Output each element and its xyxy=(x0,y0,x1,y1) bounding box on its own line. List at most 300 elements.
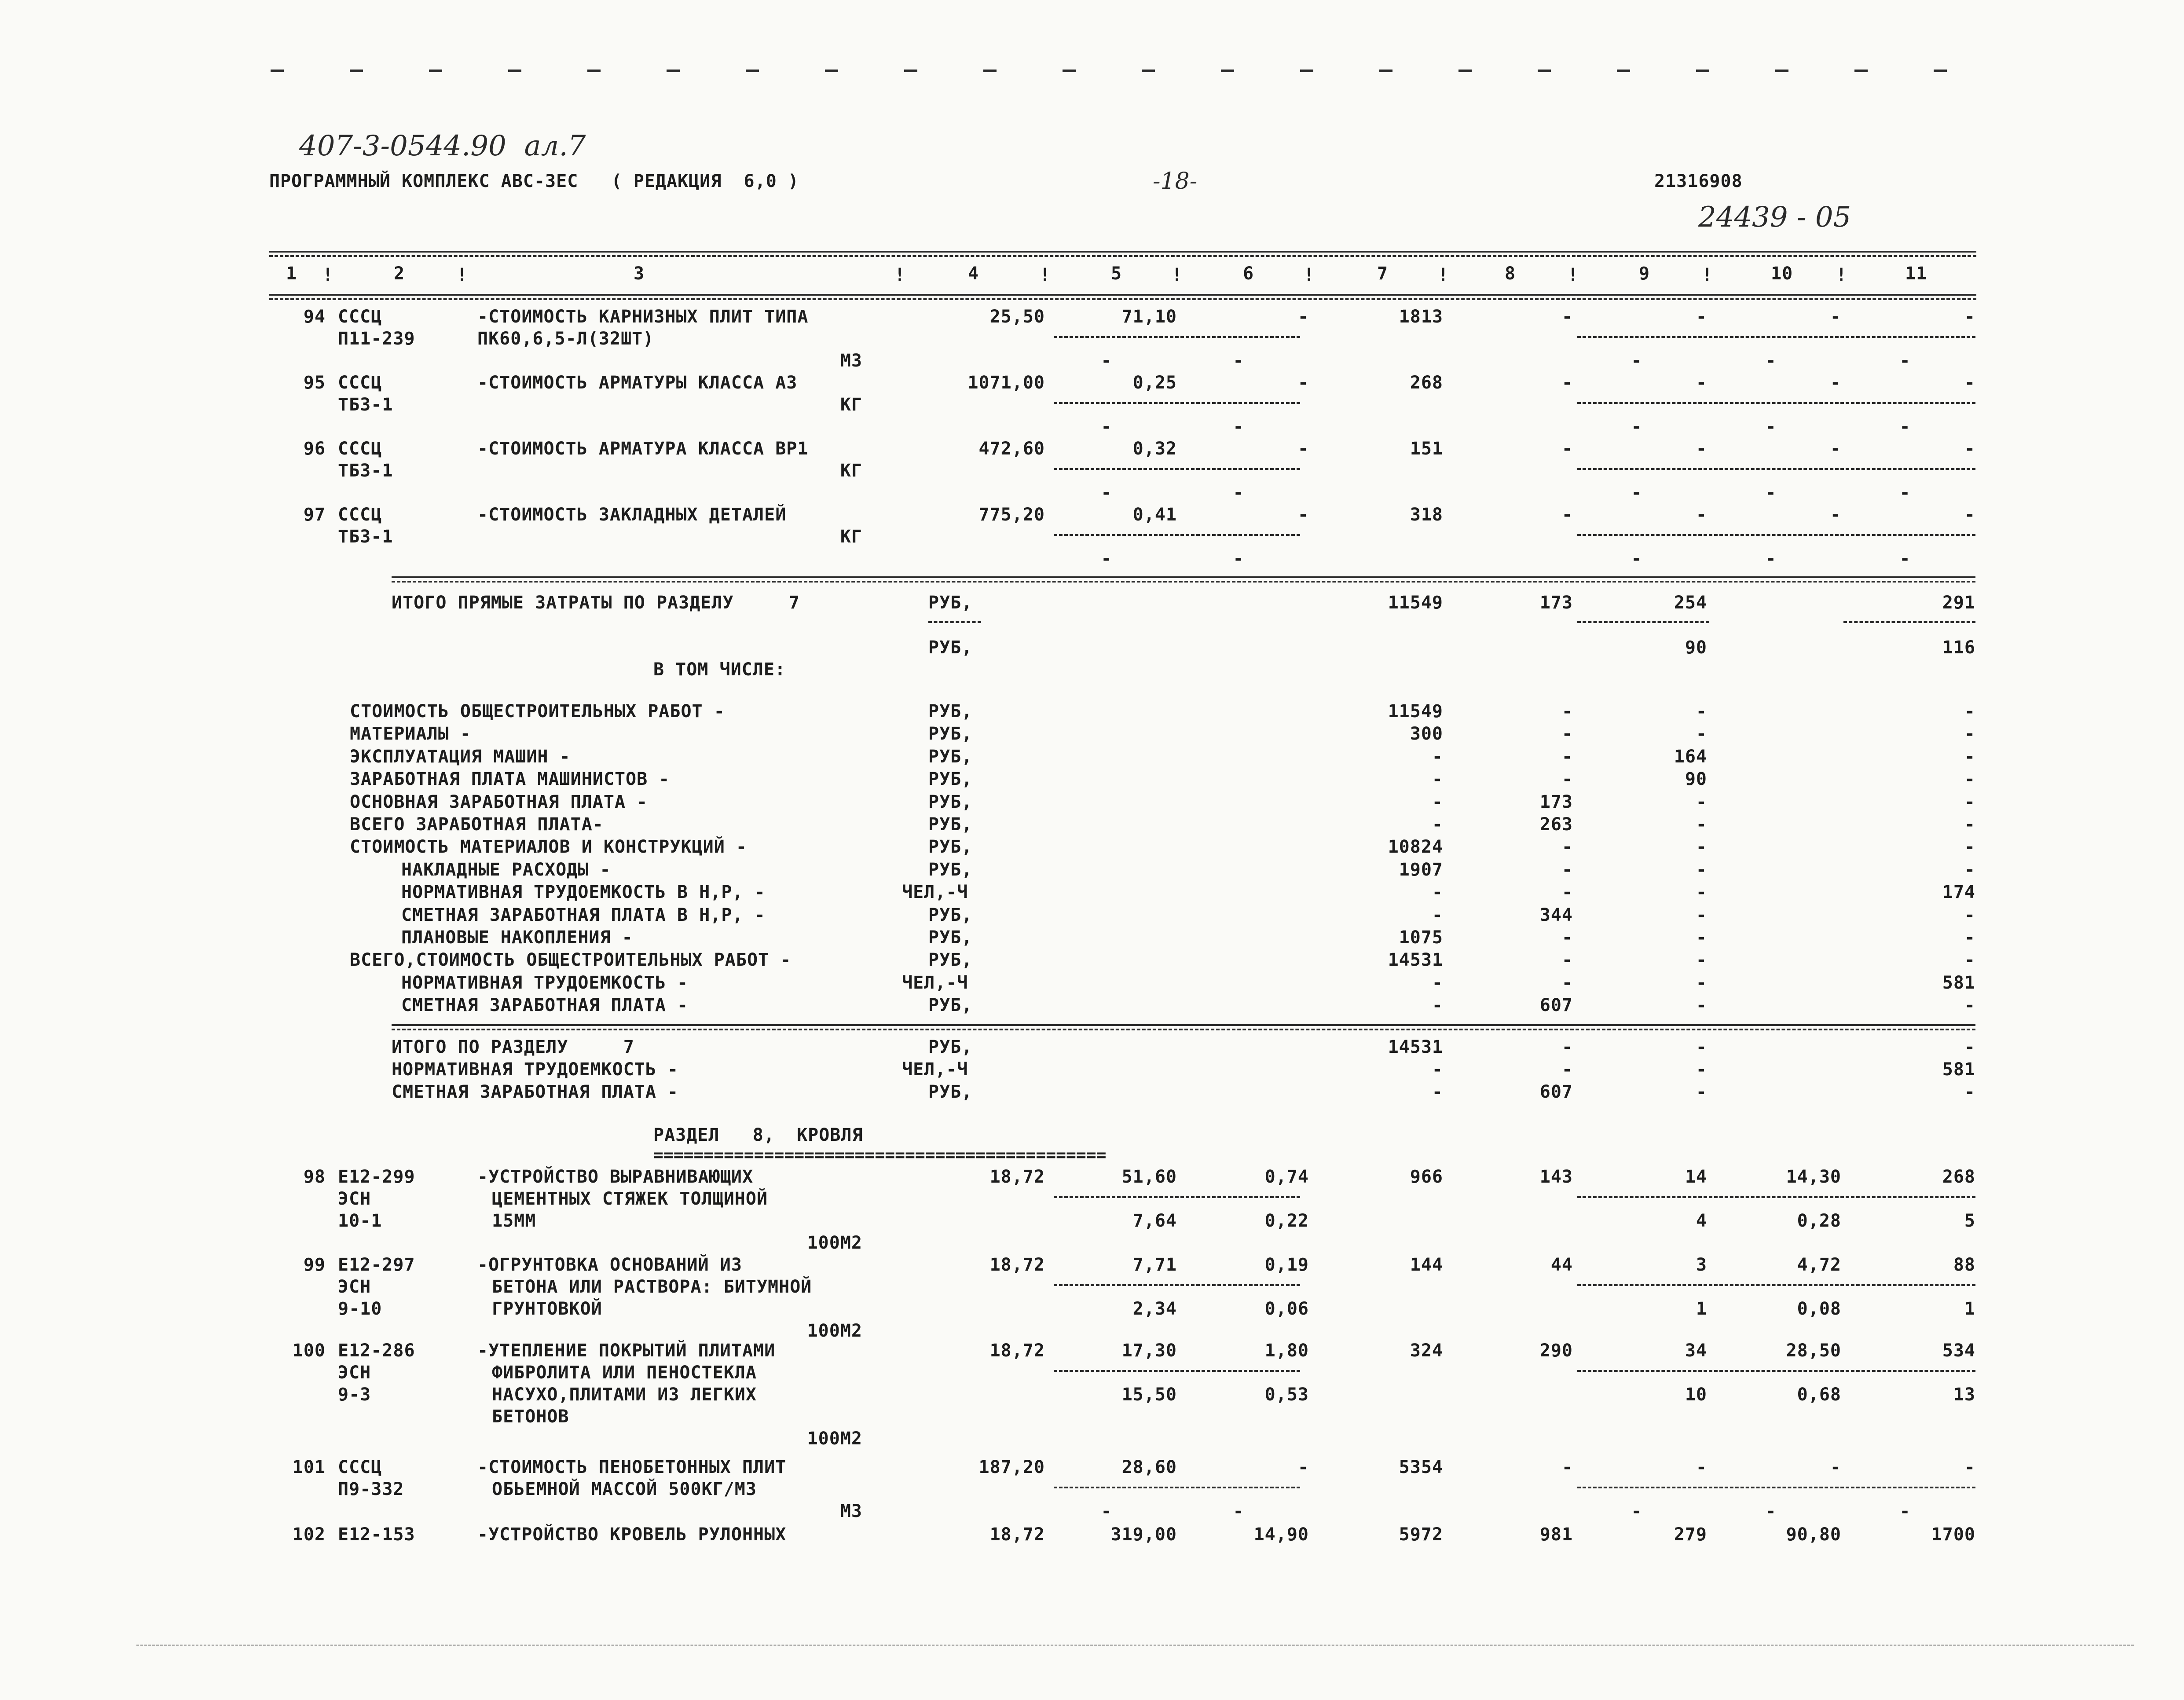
norm-code: ТБ3-1 xyxy=(338,395,393,415)
col-8-value: - xyxy=(1561,1457,1573,1477)
col-4-value: 18,72 xyxy=(989,1341,1045,1361)
col-9-value: - xyxy=(1696,1082,1707,1102)
col-6-value: 1,80 xyxy=(1264,1341,1309,1361)
unit: РУБ, xyxy=(928,769,973,789)
work-description: -УСТРОЙСТВО ВЫРАВНИВАЮЩИХ xyxy=(477,1167,754,1187)
col-10-value: 90,80 xyxy=(1786,1524,1841,1545)
unit: РУБ, xyxy=(928,638,973,658)
norm-code: 9-10 xyxy=(338,1299,382,1319)
col-7-value: - xyxy=(1432,882,1443,902)
col-9-value: - xyxy=(1696,950,1707,970)
col-11-value: 1700 xyxy=(1931,1524,1975,1545)
work-description: БЕТОНА ИЛИ РАСТВОРА: БИТУМНОЙ xyxy=(492,1277,812,1297)
col-11-value: - xyxy=(1964,701,1975,722)
unit: КГ xyxy=(840,527,862,547)
work-description: НАСУХО,ПЛИТАМИ ИЗ ЛЕГКИХ xyxy=(492,1385,757,1405)
col-9-value: 90 xyxy=(1685,769,1707,789)
col-4-value: 18,72 xyxy=(989,1524,1045,1545)
col-7-value: 5354 xyxy=(1399,1457,1443,1477)
unit: РУБ, xyxy=(928,860,973,880)
norm-code: Е12-286 xyxy=(338,1341,415,1361)
column-separator: ! xyxy=(1836,265,1847,285)
col-11-value: - xyxy=(1964,837,1975,857)
col-9-value: 34 xyxy=(1685,1341,1707,1361)
value-rule xyxy=(1577,534,1975,536)
col-9-value: - xyxy=(1696,837,1707,857)
col-6-value: 0,19 xyxy=(1264,1255,1309,1275)
col-9-sub-value: - xyxy=(1631,417,1642,437)
unit: РУБ, xyxy=(928,814,973,835)
perforation-tick xyxy=(429,70,442,72)
header-top-rule-2 xyxy=(269,255,1976,257)
norm-code: Е12-153 xyxy=(338,1524,415,1545)
col-7-value: 1075 xyxy=(1399,927,1443,948)
col-11-sub-value: 5 xyxy=(1964,1211,1975,1231)
norm-code: Е12-297 xyxy=(338,1255,415,1275)
col-7-value: - xyxy=(1432,1059,1443,1080)
breakdown-label: ПЛАНОВЫЕ НАКОПЛЕНИЯ - xyxy=(401,927,633,948)
col-4-value: 472,60 xyxy=(978,439,1045,459)
column-header: 9 xyxy=(1639,264,1650,284)
col-11-value: - xyxy=(1964,995,1975,1015)
header-top-rule xyxy=(269,251,1976,253)
col-7-value: - xyxy=(1432,747,1443,767)
perforation-tick xyxy=(1458,70,1472,72)
col-11-value: 581 xyxy=(1942,1059,1975,1080)
col-8-value: - xyxy=(1561,1037,1573,1057)
unit: РУБ, xyxy=(928,950,973,970)
col-7-value: - xyxy=(1432,769,1443,789)
handwritten-page-mark: -18- xyxy=(1153,168,1198,194)
section-total-label: НОРМАТИВНАЯ ТРУДОЕМКОСТЬ - xyxy=(392,1059,679,1080)
col-11-sub-value: - xyxy=(1899,417,1911,437)
col-7-value: 966 xyxy=(1410,1167,1443,1187)
document-code: 21316908 xyxy=(1654,171,1743,191)
col-10-sub-value: 0,68 xyxy=(1797,1385,1841,1405)
unit: ЧЕЛ,-Ч xyxy=(902,882,968,902)
col-8-value: 143 xyxy=(1539,1167,1573,1187)
value-rule xyxy=(1577,1196,1975,1198)
col-10-sub-value: - xyxy=(1765,549,1777,569)
col-8-value: 263 xyxy=(1539,814,1573,835)
perforation-tick xyxy=(1538,70,1551,72)
unit: РУБ, xyxy=(928,1082,973,1102)
work-description: -СТОИМОСТЬ ПЕНОБЕТОННЫХ ПЛИТ xyxy=(477,1457,787,1477)
col-7-value: 11549 xyxy=(1388,701,1443,722)
perforation-tick xyxy=(983,70,997,72)
unit: КГ xyxy=(840,461,862,481)
col-11-value: 268 xyxy=(1942,1167,1975,1187)
column-separator: ! xyxy=(1438,265,1449,285)
unit: РУБ, xyxy=(928,747,973,767)
col-4-value: 18,72 xyxy=(989,1255,1045,1275)
col-11-sub-value: - xyxy=(1899,549,1911,569)
col-9-value: - xyxy=(1696,439,1707,459)
value-rule xyxy=(1843,621,1975,623)
page-bottom-edge xyxy=(136,1645,2134,1646)
col-9-value: - xyxy=(1696,1037,1707,1057)
col-10-value: - xyxy=(1830,505,1841,525)
row-number: 95 xyxy=(303,373,326,393)
perforation-tick xyxy=(1934,70,1947,72)
breakdown-label: НОРМАТИВНАЯ ТРУДОЕМКОСТЬ - xyxy=(401,973,689,993)
col-5-value: 28,60 xyxy=(1121,1457,1177,1477)
value-rule xyxy=(1577,621,1709,623)
col-9-sub-value: - xyxy=(1631,1501,1642,1521)
perforation-tick xyxy=(1142,70,1155,72)
col-8-value: - xyxy=(1561,1059,1573,1080)
norm-code: ЭСН xyxy=(338,1189,371,1209)
norm-code: ЭСН xyxy=(338,1363,371,1383)
value-rule xyxy=(1577,336,1975,338)
col-8-value: - xyxy=(1561,439,1573,459)
col-11-value: - xyxy=(1964,724,1975,744)
col-5-sub-value: - xyxy=(1101,549,1112,569)
col-8-value: - xyxy=(1561,950,1573,970)
col-7-value: 10824 xyxy=(1388,837,1443,857)
col-6-value: - xyxy=(1297,1457,1309,1477)
col-5-value: 0,41 xyxy=(1132,505,1177,525)
work-description: ЦЕМЕНТНЫХ СТЯЖЕК ТОЛЩИНОЙ xyxy=(492,1189,768,1209)
col-8-value: - xyxy=(1561,882,1573,902)
row-number: 99 xyxy=(303,1255,326,1275)
value-rule xyxy=(1054,402,1300,404)
including-label: В ТОМ ЧИСЛЕ: xyxy=(653,659,786,680)
norm-code: СССЦ xyxy=(338,373,382,393)
work-description: 15ММ xyxy=(492,1211,536,1231)
norm-code: П11-239 xyxy=(338,329,415,349)
col-7-value: 151 xyxy=(1410,439,1443,459)
col-8-value: - xyxy=(1561,307,1573,327)
col-10-sub-value: - xyxy=(1765,1501,1777,1521)
col-9-value: - xyxy=(1696,905,1707,925)
col-6-value: - xyxy=(1297,307,1309,327)
col-6-sub-value: - xyxy=(1233,351,1244,371)
norm-code: СССЦ xyxy=(338,1457,382,1477)
col-7-value: 5972 xyxy=(1399,1524,1443,1545)
column-header: 8 xyxy=(1505,264,1516,284)
column-header: 2 xyxy=(394,264,405,284)
value-rule xyxy=(1054,336,1300,338)
perforation-tick xyxy=(1379,70,1392,72)
breakdown-label: ОСНОВНАЯ ЗАРАБОТНАЯ ПЛАТА - xyxy=(350,792,648,812)
col-11-value: - xyxy=(1964,1037,1975,1057)
col-8-value: - xyxy=(1561,747,1573,767)
col-9-value: - xyxy=(1696,995,1707,1015)
perforation-tick xyxy=(825,70,838,72)
unit: ЧЕЛ,-Ч xyxy=(902,973,968,993)
col-4-value: 25,50 xyxy=(989,307,1045,327)
col-8-value: 173 xyxy=(1539,792,1573,812)
col-5-value: 319,00 xyxy=(1110,1524,1177,1545)
col-10-value: - xyxy=(1830,307,1841,327)
breakdown-label: ВСЕГО ЗАРАБОТНАЯ ПЛАТА- xyxy=(350,814,604,835)
col-11-sub-value: - xyxy=(1899,351,1911,371)
col-11-value: - xyxy=(1964,505,1975,525)
column-header: 10 xyxy=(1771,264,1793,284)
col-6-value: 14,90 xyxy=(1253,1524,1309,1545)
unit: М3 xyxy=(840,1501,862,1521)
col-9-sub-value: - xyxy=(1631,549,1642,569)
breakdown-label: ВСЕГО,СТОИМОСТЬ ОБЩЕСТРОИТЕЛЬНЫХ РАБОТ - xyxy=(350,950,792,970)
col-8-value: 290 xyxy=(1539,1341,1573,1361)
col-5-value: 0,25 xyxy=(1132,373,1177,393)
col-10-sub-value: 0,08 xyxy=(1797,1299,1841,1319)
col-9-value: 90 xyxy=(1685,638,1707,658)
col-9-value: - xyxy=(1696,373,1707,393)
perforation-tick xyxy=(271,70,284,72)
col-7-value: - xyxy=(1432,814,1443,835)
col-8-value: 981 xyxy=(1539,1524,1573,1545)
col-5-sub-value: 7,64 xyxy=(1132,1211,1177,1231)
col-10-sub-value: - xyxy=(1765,417,1777,437)
col-4-value: 187,20 xyxy=(978,1457,1045,1477)
work-description: БЕТОНОВ xyxy=(492,1407,569,1427)
col-9-value: - xyxy=(1696,701,1707,722)
section-total-label: ИТОГО ПО РАЗДЕЛУ 7 xyxy=(392,1037,634,1057)
total-rule-2 xyxy=(392,581,1975,583)
col-6-sub-value: 0,06 xyxy=(1264,1299,1309,1319)
col-7-value: 318 xyxy=(1410,505,1443,525)
column-separator: ! xyxy=(322,265,334,285)
unit: РУБ, xyxy=(928,1037,973,1057)
perforation-tick xyxy=(1854,70,1868,72)
col-9-value: - xyxy=(1696,792,1707,812)
perforation-tick xyxy=(904,70,917,72)
norm-code: ЭСН xyxy=(338,1277,371,1297)
row-number: 97 xyxy=(303,505,326,525)
unit: РУБ, xyxy=(928,837,973,857)
unit: РУБ, xyxy=(928,724,973,744)
col-5-value: 0,32 xyxy=(1132,439,1177,459)
section-total-label: СМЕТНАЯ ЗАРАБОТНАЯ ПЛАТА - xyxy=(392,1082,679,1102)
perforation-tick xyxy=(1617,70,1630,72)
handwritten-doc-number: 24439 - 05 xyxy=(1698,201,1851,234)
norm-code: 9-3 xyxy=(338,1385,371,1405)
norm-code: СССЦ xyxy=(338,505,382,525)
col-11-value: - xyxy=(1964,792,1975,812)
col-9-sub-value: 10 xyxy=(1685,1385,1707,1405)
col-7-value: 268 xyxy=(1410,373,1443,393)
col-9-value: 279 xyxy=(1674,1524,1707,1545)
handwritten-doc-code: 407-3-0544.90 ал.7 xyxy=(299,130,586,162)
col-9-value: - xyxy=(1696,1059,1707,1080)
work-description: -СТОИМОСТЬ АРМАТУРЫ КЛАССА А3 xyxy=(477,373,798,393)
col-10-value: - xyxy=(1830,373,1841,393)
column-separator: ! xyxy=(1040,265,1051,285)
col-8-value: - xyxy=(1561,373,1573,393)
column-separator: ! xyxy=(1304,265,1315,285)
column-separator: ! xyxy=(1568,265,1579,285)
col-11-value: - xyxy=(1964,373,1975,393)
col-4-value: 775,20 xyxy=(978,505,1045,525)
col-7-value: 11549 xyxy=(1388,593,1443,613)
col-9-value: - xyxy=(1696,927,1707,948)
unit: ЧЕЛ,-Ч xyxy=(902,1059,968,1080)
col-11-value: 291 xyxy=(1942,593,1975,613)
col-7-value: - xyxy=(1432,792,1443,812)
column-header: 6 xyxy=(1243,264,1254,284)
col-11-value: 174 xyxy=(1942,882,1975,902)
perforation-tick xyxy=(587,70,601,72)
col-5-sub-value: - xyxy=(1101,1501,1112,1521)
col-5-sub-value: 2,34 xyxy=(1132,1299,1177,1319)
col-7-value: 300 xyxy=(1410,724,1443,744)
column-separator: ! xyxy=(1702,265,1713,285)
perforation-tick xyxy=(1775,70,1788,72)
col-11-value: - xyxy=(1964,927,1975,948)
col-7-value: 14531 xyxy=(1388,950,1443,970)
col-8-value: - xyxy=(1561,724,1573,744)
col-10-sub-value: - xyxy=(1765,351,1777,371)
col-9-value: - xyxy=(1696,882,1707,902)
col-6-sub-value: - xyxy=(1233,1501,1244,1521)
work-description: ПК60,6,5-Л(32ШТ) xyxy=(477,329,654,349)
perforation-tick xyxy=(667,70,680,72)
value-rule xyxy=(1577,1487,1975,1488)
breakdown-label: ЗАРАБОТНАЯ ПЛАТА МАШИНИСТОВ - xyxy=(350,769,670,789)
col-9-value: 164 xyxy=(1674,747,1707,767)
value-rule xyxy=(1577,468,1975,470)
value-rule xyxy=(1054,1487,1300,1488)
col-9-value: - xyxy=(1696,973,1707,993)
norm-code: 10-1 xyxy=(338,1211,382,1231)
value-rule xyxy=(1054,1370,1300,1372)
work-description: ГРУНТОВКОЙ xyxy=(492,1299,602,1319)
column-header: 7 xyxy=(1377,264,1389,284)
col-11-sub-value: - xyxy=(1899,1501,1911,1521)
column-separator: ! xyxy=(894,265,906,285)
norm-code: ТБ3-1 xyxy=(338,461,393,481)
value-rule xyxy=(1577,402,1975,404)
col-11-value: - xyxy=(1964,747,1975,767)
col-8-value: 607 xyxy=(1539,995,1573,1015)
col-9-value: 254 xyxy=(1674,593,1707,613)
value-rule xyxy=(1054,534,1300,536)
perforation-tick xyxy=(1300,70,1313,72)
col-5-value: 17,30 xyxy=(1121,1341,1177,1361)
col-8-value: - xyxy=(1561,837,1573,857)
col-11-sub-value: - xyxy=(1899,483,1911,503)
col-8-value: 607 xyxy=(1539,1082,1573,1102)
column-header: 5 xyxy=(1111,264,1122,284)
section-title: РАЗДЕЛ 8, КРОВЛЯ xyxy=(653,1125,863,1145)
norm-code: СССЦ xyxy=(338,307,382,327)
col-8-value: 44 xyxy=(1550,1255,1573,1275)
norm-code: СССЦ xyxy=(338,439,382,459)
col-11-value: - xyxy=(1964,769,1975,789)
col-11-value: 534 xyxy=(1942,1341,1975,1361)
col-9-value: - xyxy=(1696,724,1707,744)
norm-code: Е12-299 xyxy=(338,1167,415,1187)
col-10-sub-value: 0,28 xyxy=(1797,1211,1841,1231)
col-6-sub-value: - xyxy=(1233,549,1244,569)
col-7-value: 1813 xyxy=(1399,307,1443,327)
column-header: 1 xyxy=(286,264,297,284)
col-9-sub-value: - xyxy=(1631,483,1642,503)
col-11-value: - xyxy=(1964,1457,1975,1477)
perforation-tick xyxy=(508,70,521,72)
column-header: 3 xyxy=(634,264,645,284)
unit: 100М2 xyxy=(807,1233,862,1253)
perforation-tick xyxy=(1063,70,1076,72)
col-8-value: - xyxy=(1561,769,1573,789)
value-rule xyxy=(1054,1196,1300,1198)
col-11-value: - xyxy=(1964,814,1975,835)
breakdown-label: ЭКСПЛУАТАЦИЯ МАШИН - xyxy=(350,747,571,767)
col-5-value: 7,71 xyxy=(1132,1255,1177,1275)
col-11-value: - xyxy=(1964,905,1975,925)
col-7-value: - xyxy=(1432,973,1443,993)
col-5-sub-value: - xyxy=(1101,483,1112,503)
col-8-value: - xyxy=(1561,973,1573,993)
value-rule xyxy=(1054,1284,1300,1286)
col-8-value: - xyxy=(1561,505,1573,525)
perforation-tick xyxy=(746,70,759,72)
perforation-tick xyxy=(1221,70,1234,72)
col-10-value: 28,50 xyxy=(1786,1341,1841,1361)
row-number: 102 xyxy=(292,1524,326,1545)
column-separator: ! xyxy=(457,265,468,285)
direct-costs-total-label: ИТОГО ПРЯМЫЕ ЗАТРАТЫ ПО РАЗДЕЛУ 7 xyxy=(392,593,800,613)
col-6-sub-value: - xyxy=(1233,483,1244,503)
value-rule xyxy=(1054,468,1300,470)
section-total-rule-2 xyxy=(392,1029,1975,1030)
col-9-value: - xyxy=(1696,814,1707,835)
col-6-sub-value: - xyxy=(1233,417,1244,437)
value-rule xyxy=(1577,1370,1975,1372)
col-6-value: 0,74 xyxy=(1264,1167,1309,1187)
work-description: ОБЬЕМНОЙ МАССОЙ 500КГ/М3 xyxy=(492,1479,757,1499)
breakdown-label: НОРМАТИВНАЯ ТРУДОЕМКОСТЬ В Н,Р, - xyxy=(401,882,766,902)
col-8-value: - xyxy=(1561,701,1573,722)
col-11-value: - xyxy=(1964,439,1975,459)
col-8-value: 344 xyxy=(1539,905,1573,925)
col-11-value: - xyxy=(1964,1082,1975,1102)
column-header: 4 xyxy=(968,264,979,284)
unit: РУБ, xyxy=(928,995,973,1015)
norm-code: ТБ3-1 xyxy=(338,527,393,547)
unit: 100М2 xyxy=(807,1321,862,1341)
col-9-value: 14 xyxy=(1685,1167,1707,1187)
work-description: -СТОИМОСТЬ КАРНИЗНЫХ ПЛИТ ТИПА xyxy=(477,307,809,327)
unit: РУБ, xyxy=(928,905,973,925)
col-11-value: 116 xyxy=(1942,638,1975,658)
col-9-value: - xyxy=(1696,307,1707,327)
col-7-value: 324 xyxy=(1410,1341,1443,1361)
col-9-value: - xyxy=(1696,860,1707,880)
col-7-value: 1907 xyxy=(1399,860,1443,880)
column-separator: ! xyxy=(1172,265,1183,285)
row-number: 100 xyxy=(292,1341,326,1361)
unit: РУБ, xyxy=(928,792,973,812)
col-8-value: - xyxy=(1561,860,1573,880)
unit: КГ xyxy=(840,395,862,415)
col-8-value: 173 xyxy=(1539,593,1573,613)
header-bottom-rule-2 xyxy=(269,298,1976,300)
unit: М3 xyxy=(840,351,862,371)
breakdown-label: СТОИМОСТЬ ОБЩЕСТРОИТЕЛЬНЫХ РАБОТ - xyxy=(350,701,725,722)
col-9-sub-value: 1 xyxy=(1696,1299,1707,1319)
col-7-value: 14531 xyxy=(1388,1037,1443,1057)
row-number: 98 xyxy=(303,1167,326,1187)
col-7-value: - xyxy=(1432,905,1443,925)
unit: РУБ, xyxy=(928,701,973,722)
col-10-value: 4,72 xyxy=(1797,1255,1841,1275)
col-7-value: - xyxy=(1432,1082,1443,1102)
column-header: 11 xyxy=(1905,264,1927,284)
col-11-value: 88 xyxy=(1953,1255,1975,1275)
